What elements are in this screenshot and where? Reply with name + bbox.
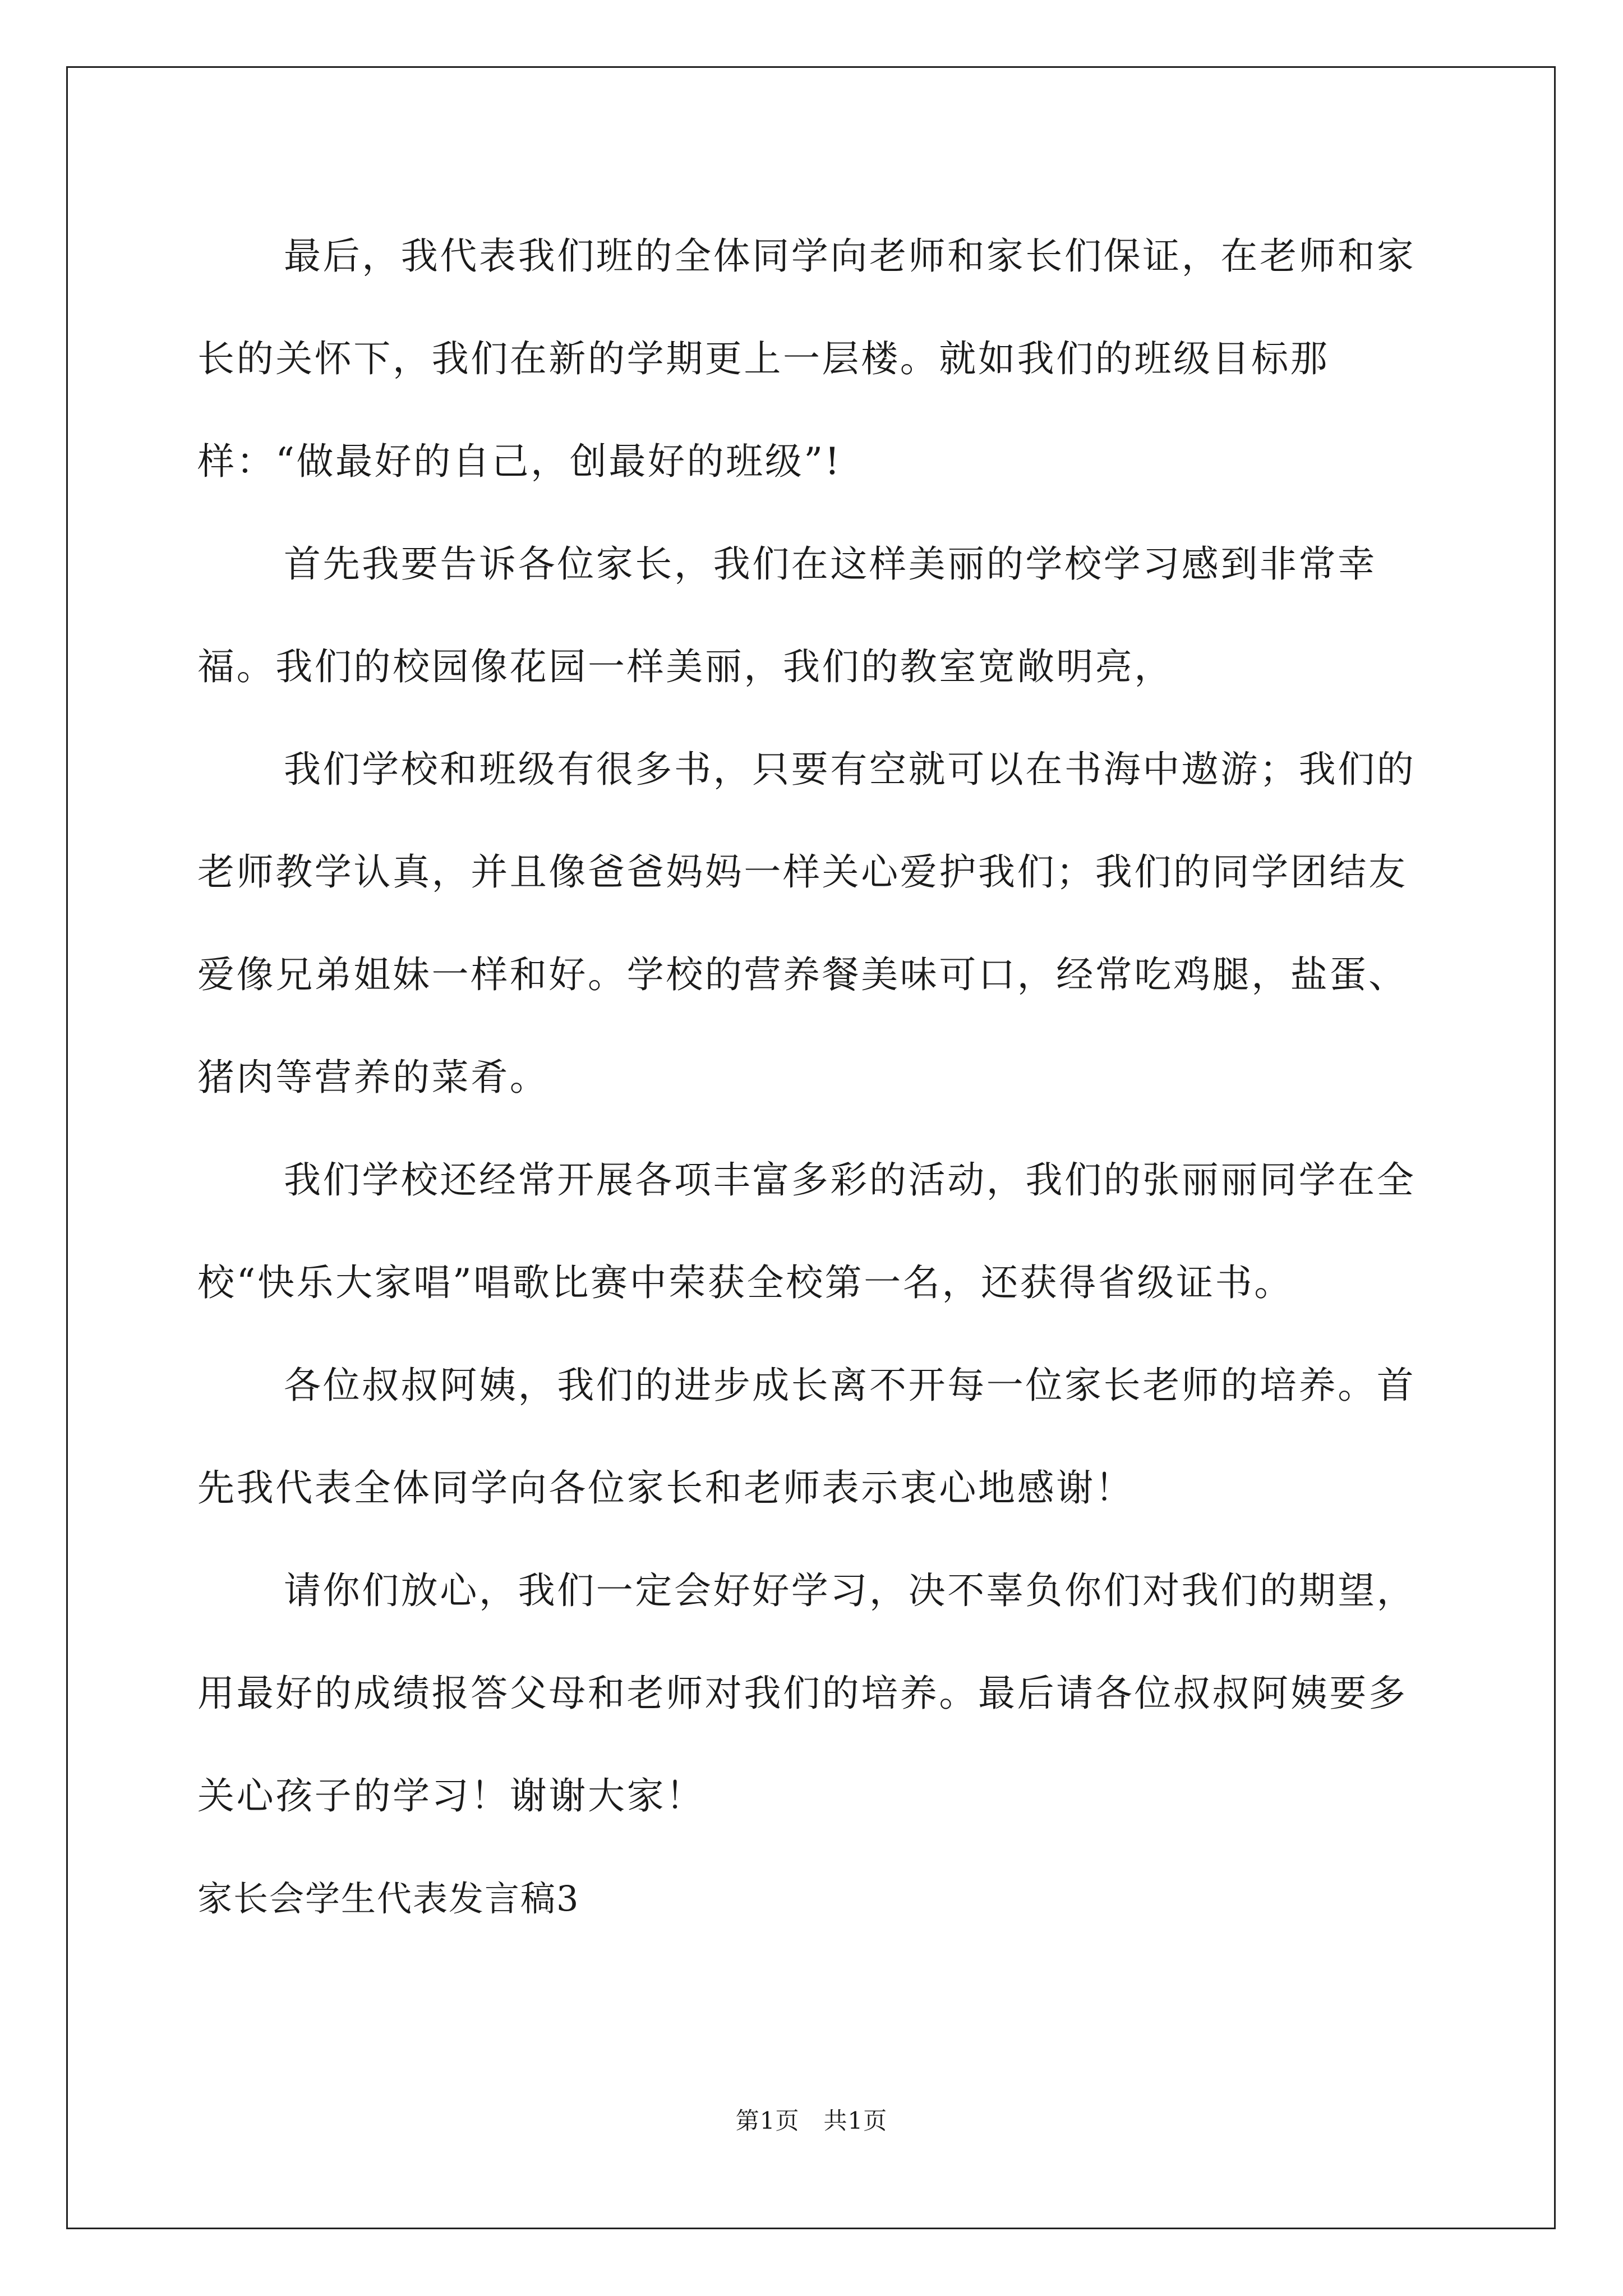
footer-gap bbox=[799, 2107, 823, 2134]
page-footer bbox=[0, 2102, 1623, 2136]
page-number: 第1页 bbox=[735, 2107, 800, 2134]
paragraph: 最后，我代表我们班的全体同学向老师和家长们保证，在老师和家长的关怀下，我们在新的学期更上一层楼。就如我们的班级目标那样：“做最好的自己，创最好的班级”! bbox=[197, 234, 1416, 483]
paragraph: 请你们放心，我们一定会好好学习，决不辜负你们对我们的期望，用最好的成绩报答父母和老师对我们的培养。最后请各位叔叔阿姨要多关心孩子的学习！谢谢大家！ bbox=[197, 1569, 1416, 1818]
paragraph: 各位叔叔阿姨，我们的进步成长离不开每一位家长老师的培养。首先我代表全体同学向各位家长和老师表示衷心地感谢！ bbox=[197, 1364, 1416, 1510]
paragraph: 我们学校和班级有很多书，只要有空就可以在书海中遨游；我们的老师教学认真，并且像爸爸妈妈一样关心爱护我们；我们的同学团结友爱像兄弟姐妹一样和好。学校的营养餐美味可口，经常吃鸡腿，盐蛋、猪肉等营养的菜肴。 bbox=[197, 748, 1416, 1099]
page-total: 共1页 bbox=[823, 2107, 888, 2134]
document-body bbox=[197, 205, 1431, 1950]
section-title: 家长会学生代表发言稿3 bbox=[197, 1878, 580, 1919]
paragraph: 我们学校还经常开展各项丰富多彩的活动，我们的张丽丽同学在全校“快乐大家唱”唱歌比赛中荣获全校第一名，还获得省级证书。 bbox=[197, 1158, 1416, 1304]
paragraph: 首先我要告诉各位家长，我们在这样美丽的学校学习感到非常幸福。我们的校园像花园一样美丽，我们的教室宽敞明亮， bbox=[197, 542, 1377, 688]
